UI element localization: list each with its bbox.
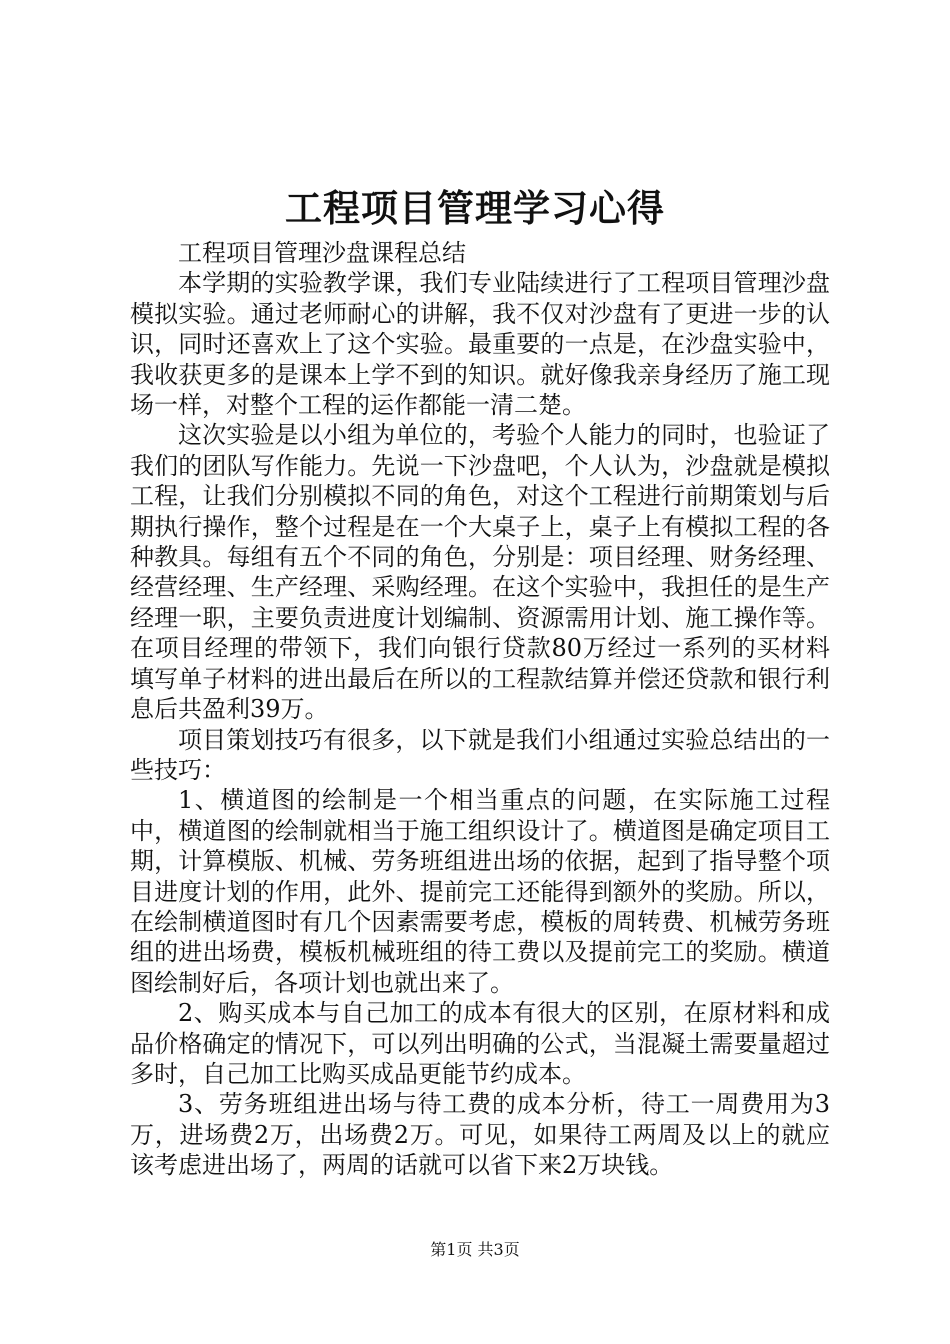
paragraph: 2、购买成本与自己加工的成本有很大的区别，在原材料和成品价格确定的情况下，可以列出明确的公式，当混凝土需要量超过多时，自己加工比购买成品更能节约成本。	[130, 999, 830, 1088]
paragraph: 项目策划技巧有很多，以下就是我们小组通过实验总结出的一些技巧：	[130, 725, 830, 784]
page-number-footer: 第1页 共3页	[430, 1240, 520, 1259]
paragraph: 本学期的实验教学课，我们专业陆续进行了工程项目管理沙盘模拟实验。通过老师耐心的讲解，我不仅对沙盘有了更进一步的认识，同时还喜欢上了这个实验。最重要的一点是，在沙盘实验中，我收获更多的是课本上学不到的知识。就好像我亲身经历了施工现场一样，对整个工程的运作都能一清二楚。	[130, 269, 830, 420]
document-body	[130, 238, 830, 1181]
paragraph-subtitle: 工程项目管理沙盘课程总结	[178, 239, 466, 267]
document-title: 工程项目管理学习心得	[285, 186, 665, 230]
paragraph: 这次实验是以小组为单位的，考验个人能力的同时，也验证了我们的团队写作能力。先说一下沙盘吧，个人认为，沙盘就是模拟工程，让我们分别模拟不同的角色，对这个工程进行前期策划与后期执行操作，整个过程是在一个大桌子上，桌子上有模拟工程的各种教具。每组有五个不同的角色，分别是：项目经理、财务经理、经营经理、生产经理、采购经理。在这个实验中，我担任的是生产经理一职，主要负责进度计划编制、资源需用计划、施工操作等。在项目经理的带领下，我们向银行贷款80万经过一系列的买材料填写单子材料的进出最后在所以的工程款结算并偿还贷款和银行利息后共盈利39万。	[130, 421, 830, 724]
paragraph: 1、横道图的绘制是一个相当重点的问题，在实际施工过程中，横道图的绘制就相当于施工组织设计了。横道图是确定项目工期，计算模版、机械、劳务班组进出场的依据，起到了指导整个项目进度计划的作用，此外、提前完工还能得到额外的奖励。所以，在绘制横道图时有几个因素需要考虑，模板的周转费、机械劳务班组的进出场费，模板机械班组的待工费以及提前完工的奖励。横道图绘制好后，各项计划也就出来了。	[130, 786, 830, 997]
paragraph: 3、劳务班组进出场与待工费的成本分析，待工一周费用为3万，进场费2万，出场费2万。可见，如果待工两周及以上的就应该考虑进出场了，两周的话就可以省下来2万块钱。	[130, 1090, 830, 1180]
